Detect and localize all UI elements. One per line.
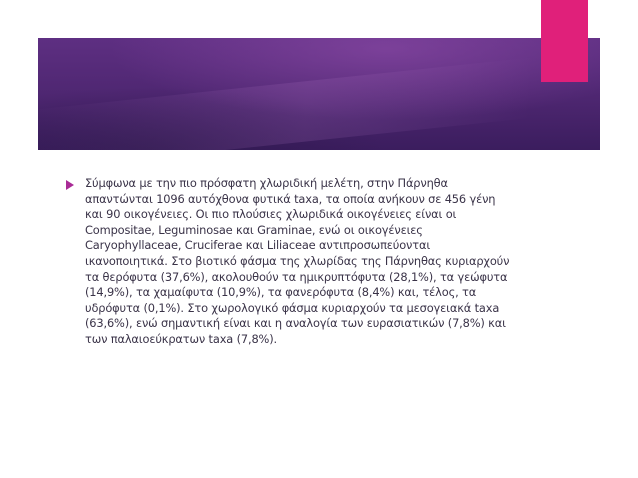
banner-decoration: [38, 45, 600, 150]
body-paragraph: Σύμφωνα με την πιο πρόσφατη χλωριδική μελέτη, στην Πάρνηθα απαντώνται 1096 αυτόχθονα φυτικά taxa, τα οποία ανήκουν σε 456 γένη και 90 οικογένειες. Οι πιο πλούσιες χλωριδικά οικογένειες είναι οι Compositae, Leguminosae και Graminae, ενώ οι οικογένειες Caryophyllaceae, Cruciferae και Liliaceae αντιπροσωπεύονται ικανοποιητικά. Στο βιοτικό φάσμα της χλωρίδας της Πάρνηθας κυριαρχούν τα θερόφυτα (37,6%), ακολουθούν τα ημικρυπτόφυτα (28,1%), τα γεώφυτα (14,9%), τα χαμαίφυτα (10,9%), τα φανερόφυτα (8,4%) και, τέλος, τα υδρόφυτα (0,1%). Στο χωρολογικό φάσμα κυριαρχούν τα μεσογειακά taxa (63,6%), ενώ σημαντική είναι και η αναλογία των ευρασιατικών (7,8%) και των παλαιοεύκρατων taxa (7,8%).: [85, 176, 510, 346]
accent-block: [541, 0, 588, 82]
triangle-bullet-icon: [66, 180, 74, 190]
title-banner: [38, 38, 600, 150]
slide-content: [66, 176, 516, 348]
